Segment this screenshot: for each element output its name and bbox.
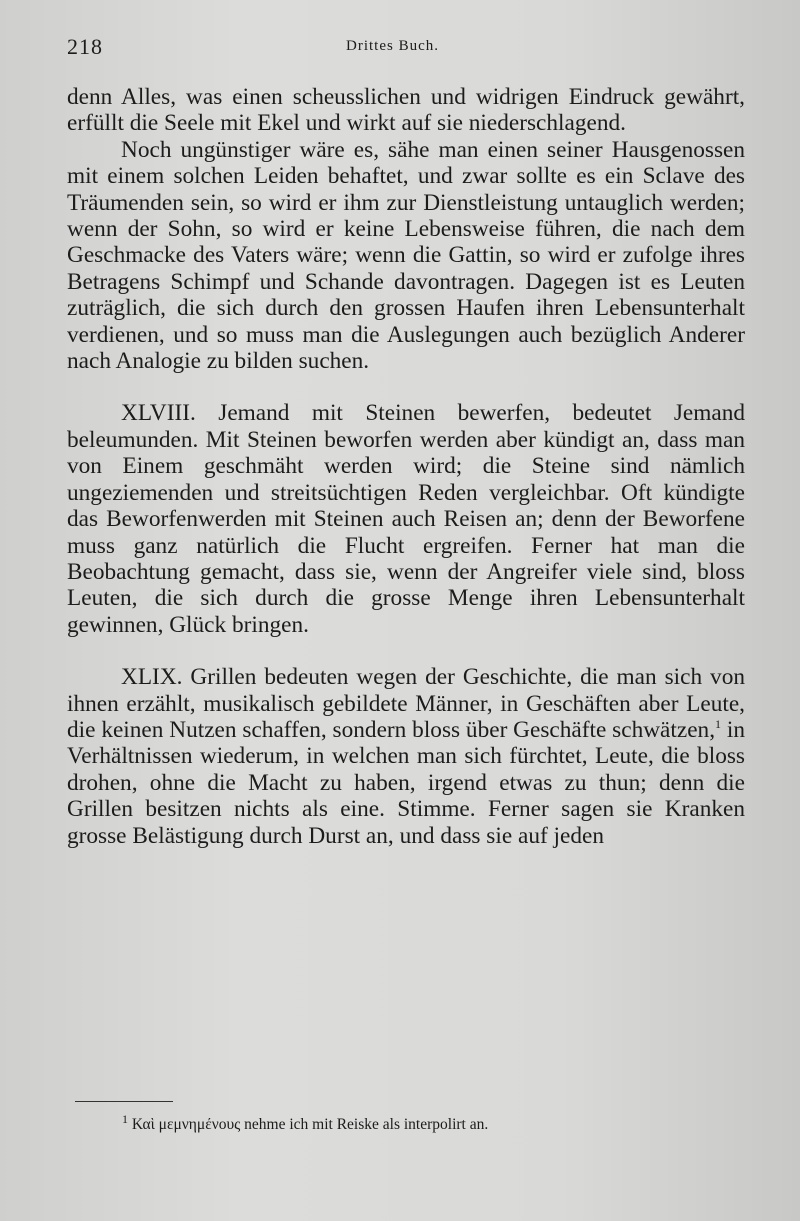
footnote-reference: 1 — [715, 717, 722, 732]
footnote — [122, 1111, 762, 1134]
footnote-number: 1 — [122, 1111, 128, 1126]
section-xlviii: XLVIII. Jemand mit Steinen bewerfen, bedeutet Jemand beleumunden. Mit Steinen beworfen werden aber kündigt an, dass man von Einem geschmäht werden wird; die Steine sind nämlich ungeziemenden und streitsüchtigen Reden vergleichbar. Oft kündigte das Beworfenwerden mit Steinen auch Reisen an; denn der Beworfene muss ganz natürlich die Flucht ergreifen. Ferner hat man die Beobachtung gemacht, dass sie, wenn der Angreifer viele sind, bloss Leuten, die sich durch die grosse Menge ihren Lebensunterhalt gewinnen, Glück bringen. — [67, 400, 745, 638]
paragraph-household: Noch ungünstiger wäre es, sähe man einen seiner Hausgenossen mit einem solchen Leiden behaftet, und zwar sollte es ein Sclave des Träumenden sein, so wird er ihm zur Dienstleistung untauglich werden; wenn der Sohn, so wird er keine Lebensweise führen, die nach dem Geschmacke des Vaters wäre; wenn die Gattin, so wird er zufolge ihres Betragens Schimpf und Schande davontragen. Dagegen ist es Leuten zuträglich, die sich durch den grossen Haufen ihren Lebensunterhalt verdienen, und so muss man die Auslegungen auch bezüglich Anderer nach Analogie zu bilden suchen. — [67, 136, 745, 375]
page-number: 218 — [67, 34, 103, 59]
paragraph-continued: denn Alles, was einen scheusslichen und widrigen Eindruck gewährt, erfüllt die Seele mit Ekel und wirkt auf sie niederschlagend. — [67, 84, 745, 137]
section-xlix-text: XLIX. Grillen bedeuten wegen der Geschichte, die man sich von ihnen erzählt, musikalisch gebildete Männer, in Geschäften aber Leute, die keinen Nutzen schaffen, sondern bloss über Geschäfte schwätzen, — [67, 664, 745, 743]
footnote-divider — [75, 1101, 173, 1102]
section-xlix-continued: in Verhältnissen wiederum, in welchen man sich fürchtet, Leute, die bloss drohen, ohne die Macht zu haben, irgend etwas zu thun; denn die Grillen besitzen nichts als eine. Stimme. Ferner sagen sie Kranken grosse Belästigung durch Durst an, und dass sie auf jeden — [67, 716, 745, 849]
running-head: Drittes Buch. — [346, 38, 439, 54]
page-header — [0, 34, 800, 64]
footnote-text: Καὶ μεμνημένους nehme ich mit Reiske als interpolirt an. — [131, 1116, 489, 1133]
section-xlix — [67, 664, 745, 849]
body-text — [67, 84, 745, 849]
